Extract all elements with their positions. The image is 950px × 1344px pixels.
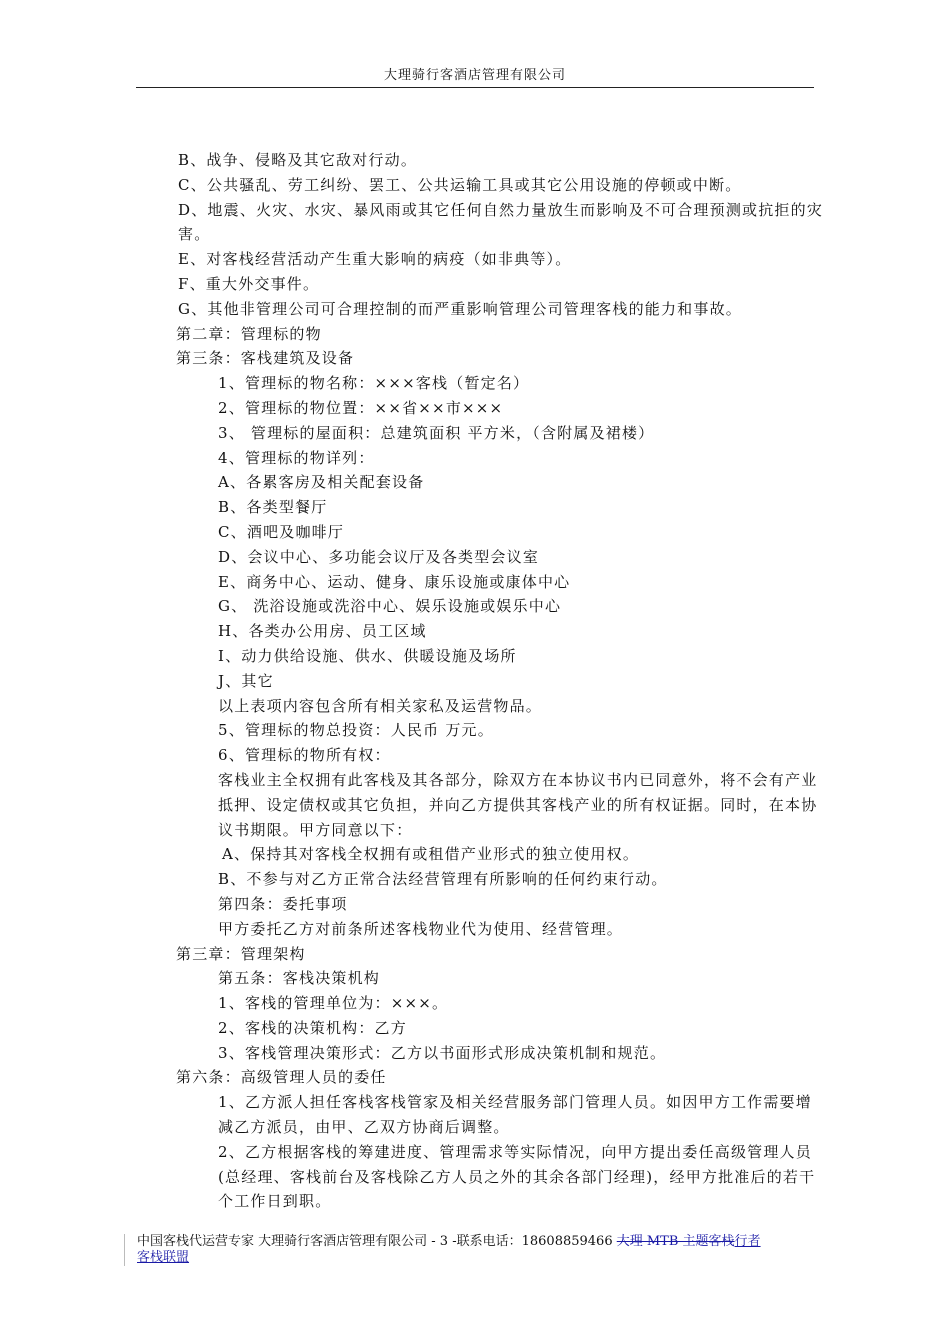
paragraph-line: I、动力供给设施、供水、供暖设施及场所 <box>218 646 517 665</box>
paragraph-line: 2、乙方根据客栈的筹建进度、管理需求等实际情况，向甲方提出委任高级管理人员(总经理、客栈前台及客栈除乙方人员之外的其余各部门经理)，经甲方批准后的若干个工作日到职。 <box>218 1142 816 1211</box>
footer-link-kezhan-lianmeng[interactable]: 客栈联盟 <box>137 1250 190 1265</box>
footer-link-xingzhe[interactable]: 行者 <box>734 1234 761 1249</box>
paragraph-line: D、地震、火灾、水灾、暴风雨或其它任何自然力量放生而影响及不可合理预测或抗拒的灾害。 <box>178 200 824 244</box>
paragraph-line: 第二章：管理标的物 <box>176 324 322 343</box>
paragraph-line: 2、管理标的物位置：××省××市××× <box>218 398 504 417</box>
paragraph-line: A、保持其对客栈全权拥有或租借产业形式的独立使用权。 <box>222 845 640 864</box>
footer-struck-text: 大理 MTB 主题客栈 <box>616 1234 735 1249</box>
paragraph-line: 2、客栈的决策机构：乙方 <box>218 1018 407 1037</box>
paragraph-line: 6、管理标的物所有权： <box>218 746 391 765</box>
paragraph-line: A、各累客房及相关配套设备 <box>218 473 425 492</box>
paragraph-line: J、其它 <box>218 671 274 690</box>
paragraph-line: G、 洗浴设施或洗浴中心、娱乐设施或娱乐中心 <box>218 597 562 616</box>
paragraph-line: 第六条：高级管理人员的委任 <box>176 1068 387 1087</box>
paragraph-line: 客栈业主全权拥有此客栈及其各部分，除双方在本协议书内已同意外，将不会有产业抵押、设定债权或其它负担，并向乙方提供其客栈产业的所有权证据。同时，在本协议书期限。甲方同意以下： <box>218 770 818 839</box>
page-footer <box>124 1234 837 1266</box>
paragraph-line: D、会议中心、多功能会议厅及各类型会议室 <box>218 547 540 566</box>
paragraph-line: F、重大外交事件。 <box>178 274 320 293</box>
paragraph-line: 1、管理标的物名称：×××客栈（暂定名） <box>218 374 530 393</box>
paragraph-line: C、公共骚乱、劳工纠纷、罢工、公共运输工具或其它公用设施的停顿或中断。 <box>178 175 742 194</box>
paragraph-line: 第三章：管理架构 <box>176 944 306 963</box>
header-company-name: 大理骑行客酒店管理有限公司 <box>383 68 566 83</box>
paragraph-line: B、各类型餐厅 <box>218 498 328 517</box>
paragraph-line: 3、客栈管理决策形式：乙方以书面形式形成决策机制和规范。 <box>218 1043 667 1062</box>
footer-slogan: 中国客栈代运营专家 大理骑行客酒店管理有限公司 <box>137 1234 428 1249</box>
paragraph-line: 以上表项内容包含所有相关家私及运营物品。 <box>218 696 543 715</box>
paragraph-line: 甲方委托乙方对前条所述客栈物业代为使用、经营管理。 <box>218 919 624 938</box>
paragraph-line: 1、乙方派人担任客栈客栈管家及相关经营服务部门管理人员。如因甲方工作需要增减乙方派员，由甲、乙双方协商后调整。 <box>218 1093 812 1137</box>
paragraph-line: 1、客栈的管理单位为：×××。 <box>218 994 449 1013</box>
paragraph-line: B、不参与对乙方正常合法经营管理有所影响的任何约束行动。 <box>218 870 668 889</box>
paragraph-line: E、商务中心、运动、健身、康乐设施或康体中心 <box>218 572 571 591</box>
paragraph-line: E、对客栈经营活动产生重大影响的病疫（如非典等）。 <box>178 250 572 269</box>
footer-page-number: - 3 - <box>431 1234 457 1249</box>
paragraph-line: 第五条：客栈决策机构 <box>218 969 381 988</box>
paragraph-line: C、酒吧及咖啡厅 <box>218 522 345 541</box>
paragraph-line: H、各类办公用房、员工区域 <box>218 622 427 641</box>
paragraph-line: 5、管理标的物总投资：人民币 万元。 <box>218 721 494 740</box>
document-body <box>138 148 828 1214</box>
paragraph-line: 4、管理标的物详列： <box>218 448 375 467</box>
paragraph-line: B、战争、侵略及其它敌对行动。 <box>178 151 418 169</box>
paragraph-line: 3、 管理标的屋面积：总建筑面积 平方米，（含附属及裙楼） <box>218 423 655 442</box>
paragraph-line: 第四条：委托事项 <box>218 894 348 913</box>
footer-phone: 联系电话：18608859466 <box>456 1234 613 1249</box>
paragraph-line: G、其他非管理公司可合理控制的而严重影响管理公司管理客栈的能力和事故。 <box>178 299 742 318</box>
page-header <box>136 64 814 88</box>
paragraph-line: 第三条：客栈建筑及设备 <box>176 349 355 368</box>
